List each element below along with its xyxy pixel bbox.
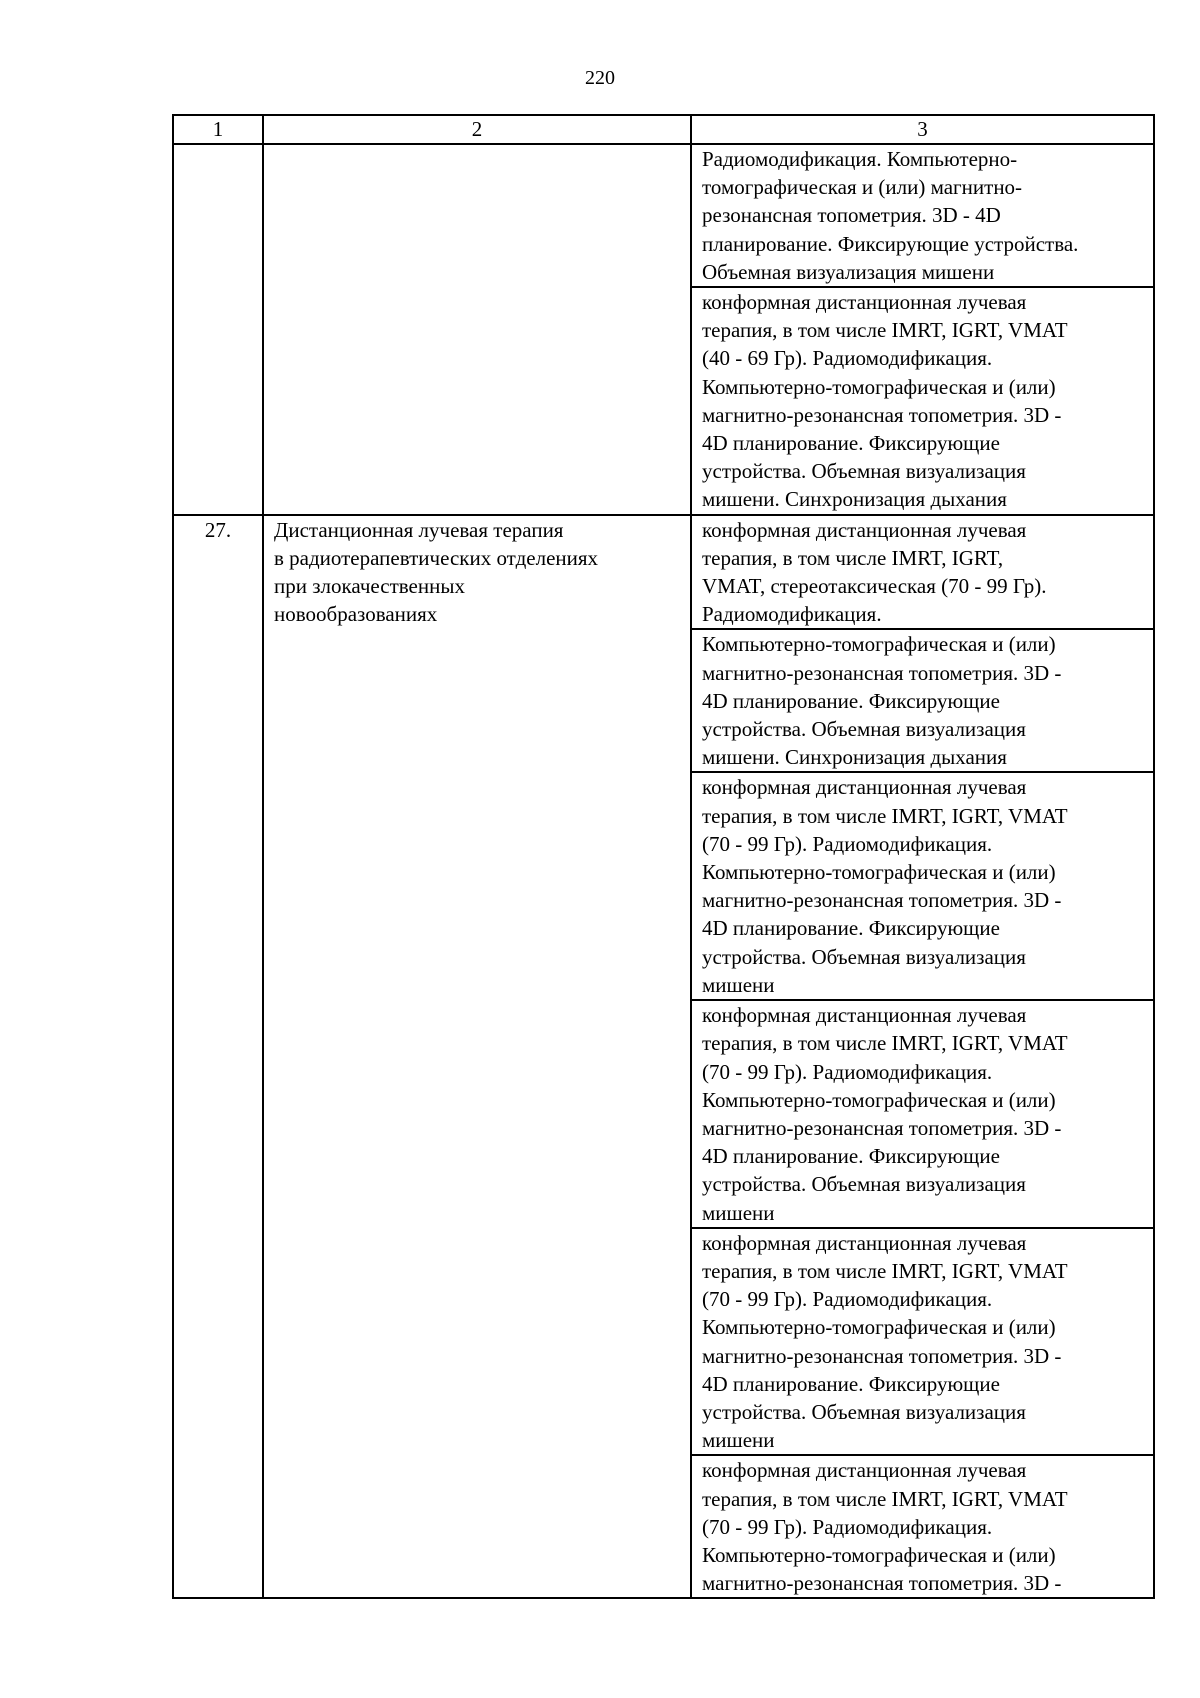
header-col-2: 2 [263, 115, 691, 144]
method-cell: конформная дистанционная лучевая терапия, в том числе IMRT, IGRT, VMAT, стереотаксическая (70 - 99 Гр). Радиомодификация. [702, 517, 1047, 627]
method-cell: конформная дистанционная лучевая терапия, в том числе IMRT, IGRT, VMAT (70 - 99 Гр). Радиомодификация. Компьютерно-томографическая и (или) магнитно-резонансная топометрия. 3D - [702, 1458, 1068, 1596]
method-cell: конформная дистанционная лучевая терапия, в том числе IMRT, IGRT, VMAT (70 - 99 Гр). Радиомодификация. Компьютерно-томографическая и (или) магнитно-резонансная топометрия. 3D - 4D планирование. Фиксирующие устройства. Объемная визуализация мишени [702, 775, 1068, 997]
procedures-table [172, 114, 1155, 1599]
header-col-1: 1 [173, 115, 263, 144]
row-number [173, 144, 263, 515]
method-cell: конформная дистанционная лучевая терапия, в том числе IMRT, IGRT, VMAT (70 - 99 Гр). Радиомодификация. Компьютерно-томографическая и (или) магнитно-резонансная топометрия. 3D - 4D планирование. Фиксирующие устройства. Объемная визуализация мишени [702, 1003, 1068, 1225]
method-cell: Компьютерно-томографическая и (или) магнитно-резонансная топометрия. 3D - 4D планирование. Фиксирующие устройства. Объемная визуализация мишени. Синхронизация дыхания [702, 632, 1062, 770]
table-row [173, 515, 1154, 630]
table-header-row [173, 115, 1154, 144]
row-name [263, 144, 691, 515]
header-col-3: 3 [691, 115, 1154, 144]
page-number: 220 [585, 67, 615, 89]
method-cell: конформная дистанционная лучевая терапия, в том числе IMRT, IGRT, VMAT (70 - 99 Гр). Радиомодификация. Компьютерно-томографическая и (или) магнитно-резонансная топометрия. 3D - 4D планирование. Фиксирующие устройства. Объемная визуализация мишени [702, 1230, 1068, 1453]
row-number: 27. [173, 515, 263, 1599]
row-name [263, 515, 691, 1599]
table-row [173, 144, 1154, 287]
method-cell: конформная дистанционная лучевая терапия, в том числе IMRT, IGRT, VMAT (40 - 69 Гр). Радиомодификация. Компьютерно-томографическая и (или) магнитно-резонансная топометрия. 3D - 4D планирование. Фиксирующие устройства. Объемная визуализация мишени. Синхронизация дыхания [702, 290, 1068, 512]
method-cell: Радиомодификация. Компьютерно- томографическая и (или) магнитно- резонансная топометрия. 3D - 4D планирование. Фиксирующие устройства. Объемная визуализация мишени [702, 147, 1079, 284]
row-name-text: Дистанционная лучевая терапия в радиотерапевтических отделениях при злокачественных новообразованиях [274, 517, 599, 627]
